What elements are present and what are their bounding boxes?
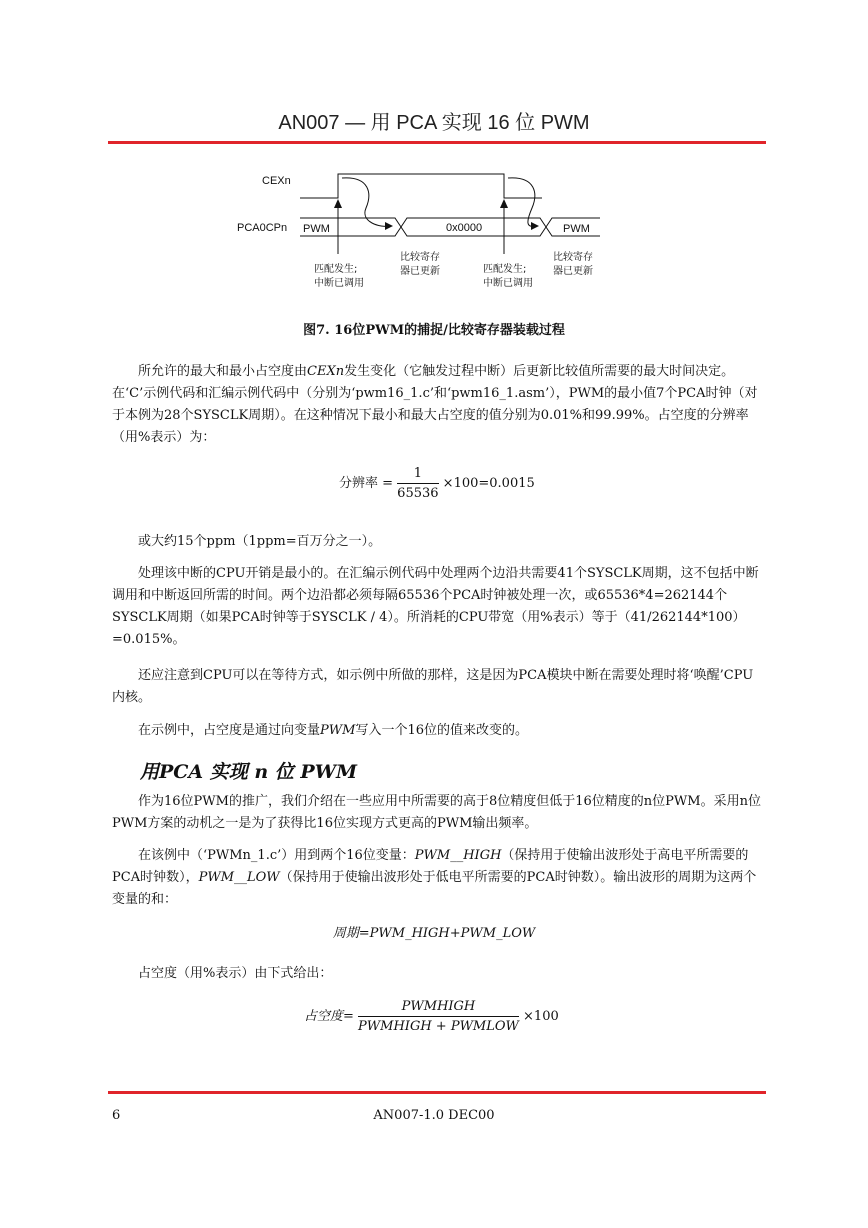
bus-label-pwm-left: PWM bbox=[303, 223, 330, 235]
update-arrow-1 bbox=[342, 178, 390, 227]
note-update-2: 比较寄存 bbox=[553, 252, 593, 263]
note-match-2: 中断已调用 bbox=[483, 278, 533, 289]
formula-period: 周期=PWM_HIGH+PWM_LOW bbox=[332, 926, 536, 941]
arrowhead-icon bbox=[334, 199, 342, 208]
formula-resolution: 分辨率 = $\frac{1}{65536}$ ×100=0.0015 bbox=[339, 466, 535, 501]
paragraph-npwm-intro: 作为16位PWM的推广，我们介绍在一些应用中所需要的高于8位精度但低于16位精度的n位PWM。采用n位PWM方案的动机之一是为了获得比16位实现方式更高的PWM输出频率。 bbox=[112, 794, 761, 831]
cex-waveform bbox=[300, 174, 542, 198]
bus-label-zero: 0x0000 bbox=[446, 222, 483, 234]
note-match-2: 匹配发生; bbox=[483, 264, 527, 275]
note-update-2: 器已更新 bbox=[553, 266, 593, 277]
arrowhead-icon bbox=[385, 222, 393, 230]
signal-label-cex: CEXn bbox=[262, 175, 291, 187]
arrowhead-icon bbox=[500, 199, 508, 208]
figure-caption: 图7. 16位PWM的捕捉/比较寄存器装载过程 bbox=[303, 323, 565, 338]
timing-diagram bbox=[230, 168, 630, 298]
paragraph-cpu-overhead: 处理该中断的CPU开销是最小的。在汇编示例代码中处理两个边沿共需要41个SYSCLK周期，这不包括中断调用和中断返回所需的时间。两个边沿都必须每隔65536个PCA时钟被处理一次，或65536*4=262144个SYSCLK周期（如果PCA时钟等于SYSCLK / 4）。所消耗的CPU带宽（用%表示）等于（41/262144*100）=0.015%。 bbox=[112, 566, 759, 647]
arrowhead-icon bbox=[531, 222, 539, 230]
paragraph-duty-change: 在示例中，占空度是通过向变量PWM写入一个16位的值来改变的。 bbox=[138, 723, 528, 738]
header-rule bbox=[108, 141, 766, 144]
footer-rule bbox=[108, 1091, 766, 1094]
page-number: 6 bbox=[112, 1108, 121, 1123]
note-match-1: 匹配发生; bbox=[314, 264, 358, 275]
note-update-1: 器已更新 bbox=[400, 266, 440, 277]
page-header-title: AN007 — 用 PCA 实现 16 位 PWM bbox=[278, 112, 590, 134]
document-id: AN007-1.0 DEC00 bbox=[373, 1108, 495, 1123]
paragraph-wait-mode: 还应注意到CPU可以在等待方式，如示例中所做的那样，这是因为PCA模块中断在需要处理时将‘唤醒’CPU内核。 bbox=[112, 668, 754, 705]
paragraph-duty-limits: 所允许的最大和最小占空度由CEXn发生变化（它触发过程中断）后更新比较值所需要的最大时间决定。在‘C’示例代码和汇编示例代码中（分别为‘pwm16_1.c’和‘pwm16_1.asm’），PWM的最小值7个PCA时钟（对于本例为28个SYSCLK周期）。在这种情况下最小和最大占空度的值分别为0.01%和99.99%。占空度的分辨率（用%表示）为： bbox=[112, 364, 758, 445]
paragraph-duty-formula-intro: 占空度（用%表示）由下式给出： bbox=[138, 966, 333, 981]
note-update-1: 比较寄存 bbox=[400, 252, 440, 263]
formula-duty: 占空度= $\frac{\text{PWMHIGH}}{\text{PWMHIGH + PWMLOW}}$ ×100 bbox=[304, 999, 559, 1034]
paragraph-ppm: 或大约15个ppm（1ppm=百万分之一）。 bbox=[138, 534, 382, 549]
update-arrow-2 bbox=[508, 178, 536, 227]
signal-label-pca: PCA0CPn bbox=[237, 222, 288, 234]
note-match-1: 中断已调用 bbox=[314, 278, 364, 289]
bus-label-pwm-right: PWM bbox=[563, 223, 590, 235]
section-heading: 用PCA 实现 n 位 PWM bbox=[140, 761, 358, 783]
paragraph-npwm-vars: 在该例中（‘PWMn_1.c’）用到两个16位变量：PWM__HIGH（保持用于使输出波形处于高电平所需要的PCA时钟数），PWM__LOW（保持用于使输出波形处于低电平所需要的PCA时钟数）。输出波形的周期为这两个变量的和： bbox=[112, 848, 757, 907]
